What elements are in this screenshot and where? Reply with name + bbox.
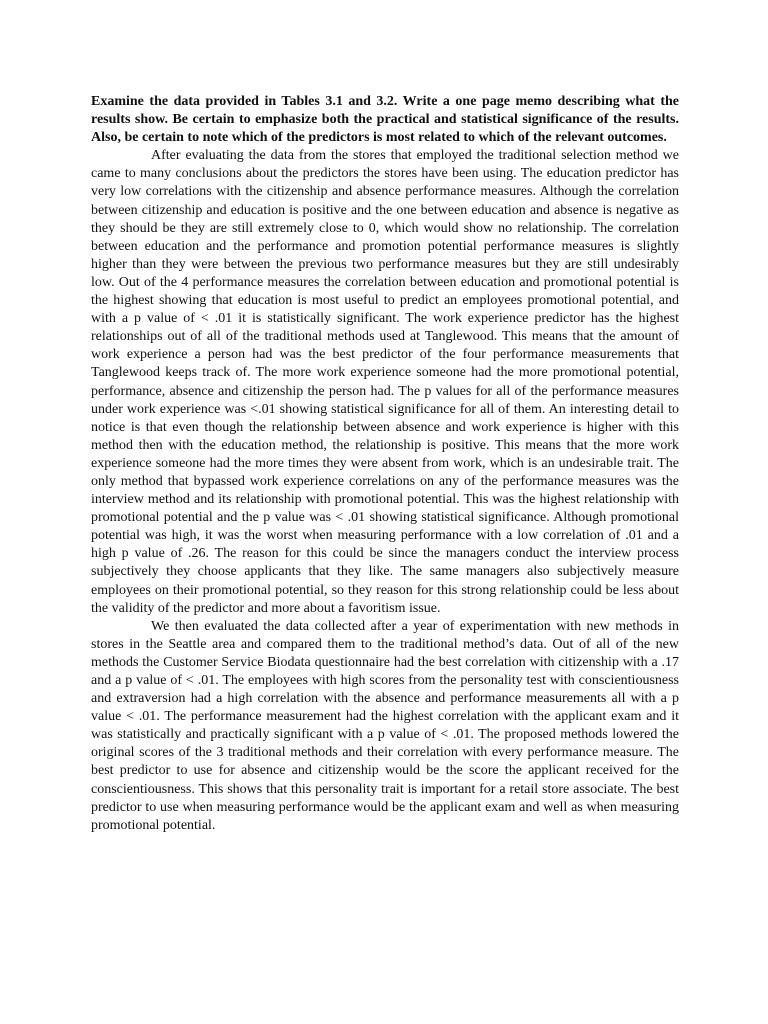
paragraph-new-methods: We then evaluated the data collected after a year of experimentation with new methods in stores in the Seattle area and compared them to the traditional method’s data. Out of all of the new methods the Customer Service Biodata questionnaire had the best correlation with citizenship with a .17 and a p value of < .01. The employees with high scores from the personality test with conscientiousness and extraversion had a high correlation with the absence and performance measurements all with a p value < .01. The performance measurement had the highest correlation with the applicant exam and it was statistically and practically significant with a p value of < .01. The proposed methods lowered the original scores of the 3 traditional methods and their correlation with every performance measure. The best predictor to use for absence and citizenship would be the score the applicant received for the conscientiousness. This shows that this personality trait is important for a retail store associate. The best predictor to use when measuring performance would be the applicant exam and well as when measuring promotional potential.	[91, 618, 679, 833]
paragraph-traditional-methods: After evaluating the data from the stores that employed the traditional selection method we came to many conclusions about the predictors the stores have been using. The education predictor has very low correlations with the citizenship and absence performance measures. Although the correlation between citizenship and education is positive and the one between education and absence is negative as they should be they are still extremely close to 0, which would show no relationship. The correlation between education and the performance and promotion potential performance measures is slightly higher than they were between the previous two performance measures but they are still undesirably low. Out of the 4 performance measures the correlation between education and promotional potential is the highest showing that education is most useful to predict an employees promotional potential, and with a p value of < .01 it is statistically significant. The work experience predictor has the highest relationships out of all of the traditional methods used at Tanglewood. This means that the amount of work experience a person had was the best predictor of the four performance measurements that Tanglewood keeps track of. The more work experience someone had the more promotional potential, performance, absence and citizenship the person had. The p values for all of the performance measures under work experience was <.01 showing statistical significance for all of them. An interesting detail to notice is that even though the relationship between absence and work experience is higher with this method then with the education method, the relationship is positive. This means that the more work experience someone had the more times they were absent from work, which is an undesirable trait. The only method that bypassed work experience correlations on any of the performance measures was the interview method and its relationship with promotional potential. This was the highest relationship with promotional potential and the p value was < .01 showing statistical significance. Although promotional potential was high, it was the worst when measuring performance with a low correlation of .01 and a high p value of .26. The reason for this could be since the managers conduct the interview process subjectively they choose applicants that they like. The same managers also subjectively measure employees on their promotional potential, so they reason for this strong relationship could be less about the validity of the predictor and more about a favoritism issue.	[91, 148, 679, 616]
document-page	[91, 93, 679, 835]
assignment-prompt: Examine the data provided in Tables 3.1 and 3.2. Write a one page memo describing what the results show. Be certain to emphasize both the practical and statistical significance of the results. Also, be certain to note which of the predictors is most related to which of the relevant outcomes.	[91, 94, 679, 146]
